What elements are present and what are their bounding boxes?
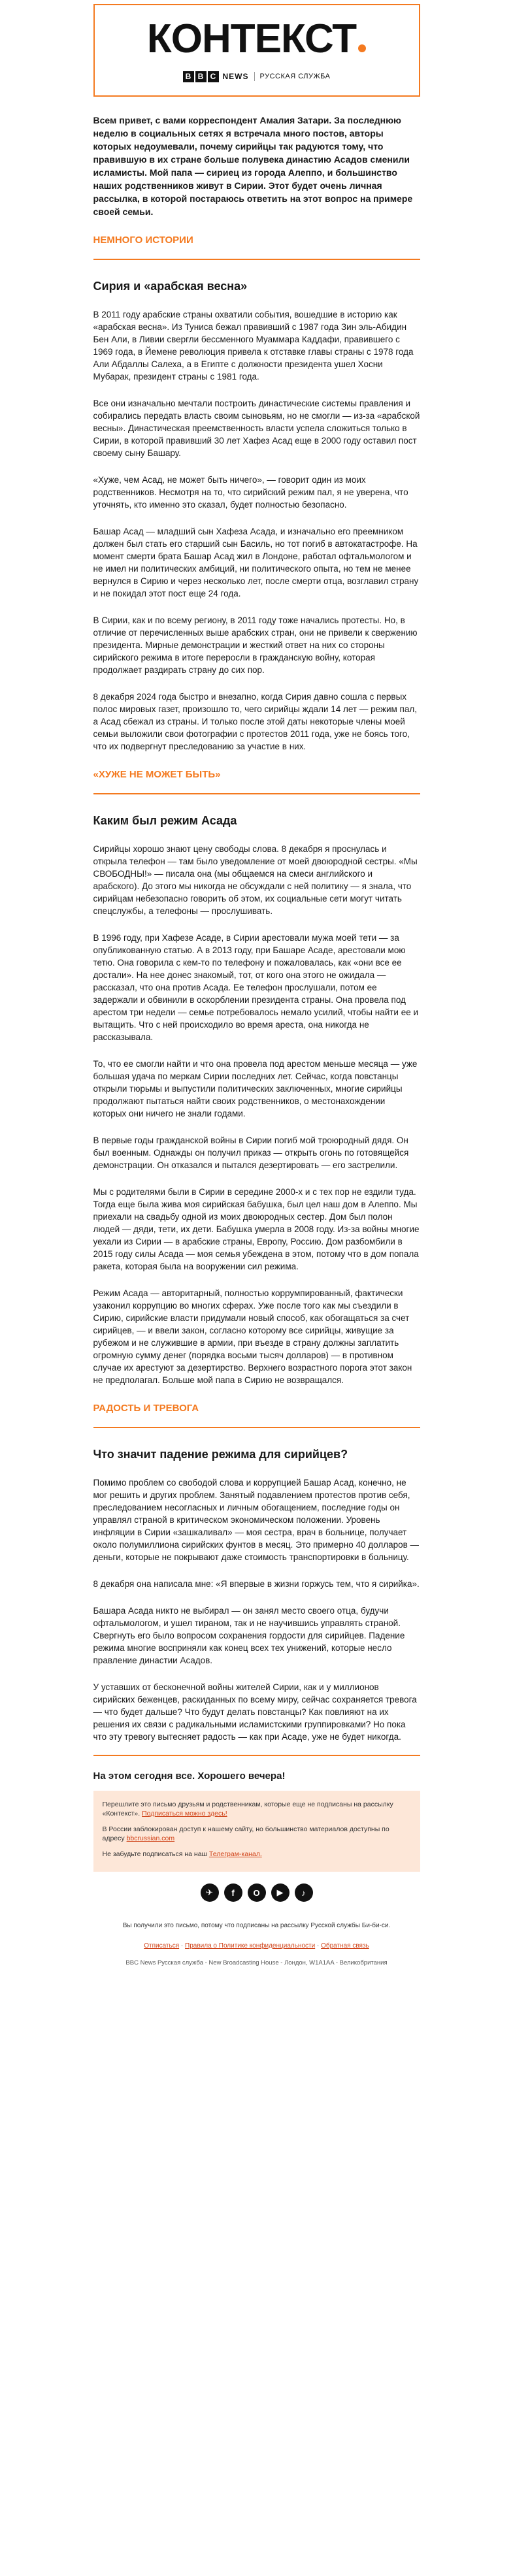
subscribe-link[interactable]: Подписаться можно здесь!: [142, 1810, 227, 1818]
bbc-brand: [183, 71, 331, 82]
facebook-icon[interactable]: f: [224, 1883, 242, 1902]
kontekst-logo[interactable]: [146, 16, 366, 61]
bbc-letter-c: C: [208, 71, 219, 82]
section-joy-anxiety: [93, 1402, 420, 1743]
paragraph: Башара Асада никто не выбирал — он занял место своего отца, будучи офтальмологом, и ушел тираном, так и не научившись управлять страной. Свергнуть его было вопросом сохранения гордости для сирийцев. Падение режима многие восприняли как конец всех тех унижений, которые несло правление династии Асадов.: [93, 1606, 405, 1665]
section-history: [93, 234, 420, 753]
section-title: Что значит падение режима для сирийцев?: [93, 1448, 348, 1461]
paragraph: Башар Асад — младший сын Хафеза Асада, и изначально его преемником должен был стать его старший сын Басиль, но тот погиб в автокатастрофе. На момент смерти брата Башар Асад жил в Лондоне, работал офтальмологом и не имел ни политических амбиций, ни политического опыта, но тем не менее вернулся в Сирию и через несколько лет, после смерти отца, возглавил страну и не покидал этот пост еще 24 года.: [93, 527, 419, 598]
section-label: НЕМНОГО ИСТОРИИ: [93, 235, 193, 246]
logo-dot-icon: [358, 44, 366, 52]
reminder-text: Не забудьте подписаться на наш: [102, 1850, 207, 1858]
logo-text: КОНТЕКСТ: [146, 16, 357, 61]
paragraph: В 1996 году, при Хафезе Асаде, в Сирии арестовали мужа моей тети — за опубликованную статью. А в 2013 году, при Башаре Асаде, арестовали мою тетю. Она говорила с кем-то по телефону и пожаловалась, как «они все ее достали». На нее донес знакомый, тот, от кого она этого не ожидала — рассказал, что она против Асада. Ее телефон прослушали, потом ее задержали и обвинили в оскорблении президента страны. Она провела под арестом три недели — семье потребовалось немало усилий, чтобы найти ее и вытащить. Что с ней происходило во время ареста, она никогда не рассказывала.: [93, 933, 419, 1042]
youtube-icon[interactable]: ▶: [271, 1883, 290, 1902]
tiktok-icon[interactable]: ♪: [295, 1883, 313, 1902]
footer-links: [93, 1942, 420, 1949]
section-divider: [93, 793, 420, 794]
paragraph: Мы с родителями были в Сирии в середине 2000-х и с тех пор не ездили туда. Тогда еще была жива моя сирийская бабушка, был цел наш дом в Алеппо. Мы приехали на свадьбу одной из моих двоюродных сестер. Дом был полон людей — дяди, тети, их дети. Бабушка умерла в 2008 году. Из-за войны многие уехали из Сирии — в арабские страны, Европу, Россию. Дом разбомбили в 2015 году силы Асада — моя семья убеждена в этом, потому что в дом попала ракета, которая была на вооружении сил режима.: [93, 1187, 420, 1271]
forward-text: Перешлите это письмо друзьям и родственникам, которые еще не подписаны на рассылку «Контекст».: [102, 1801, 393, 1818]
telegram-icon[interactable]: ✈: [201, 1883, 219, 1902]
bbc-letter-b2: B: [195, 71, 207, 82]
footer-link-separator: ·: [316, 1942, 322, 1949]
odnoklassniki-icon[interactable]: О: [248, 1883, 266, 1902]
newsletter: [93, 4, 420, 1967]
masthead: [93, 4, 420, 97]
subscription-note: Вы получили это письмо, потому что подписаны на рассылку Русской службы Би-би-си.: [122, 1922, 391, 1929]
paragraph: Все они изначально мечтали построить династические системы правления и собирались передать власть своим сыновьям, но не смогли — из-за «арабской весны». Династическая преемственность власти успела сложиться только в Сирии, в которой правивший 30 лет Хафез Асад еще в 2000 году оставил пост своему сыну Башару.: [93, 399, 420, 458]
footer-address: BBC News Русская служба - New Broadcasting House - Лондон, W1A1AA - Великобритания: [125, 1959, 388, 1966]
section-regime: [93, 768, 420, 1386]
paragraph: У уставших от бесконечной войны жителей Сирии, как и у миллионов сирийских беженцев, раскиданных по всему миру, сейчас сохраняется тревога — что будет дальше? Что будут делать повстанцы? Как повлияют на их решения их связи с радикальными исламистскими группировками? Но пока что эту тревогу вытесняет радость — как при Асаде, уже не будет никогда.: [93, 1682, 417, 1742]
forward-note: [103, 1800, 411, 1818]
brand-divider: [254, 72, 255, 81]
privacy-link[interactable]: Правила о Политике конфиденциальности: [185, 1942, 316, 1949]
paragraph: Сирийцы хорошо знают цену свободы слова. 8 декабря я проснулась и открыла телефон — там было уведомление от моей двоюродной сестры. «Мы СВОБОДНЫ!» — писала она (мы общаемся на смеси английского и арабского). До этого мы никогда не обсуждали с ней политику — я знала, что сирийцам небезопасно говорить об этом, их социальные сети могут читать спецслужбы, а телефоны — прослушивать.: [93, 844, 418, 916]
paragraph: 8 декабря она написала мне: «Я впервые в жизни горжусь тем, что я сирийка».: [93, 1579, 420, 1589]
closing-text: На этом сегодня все. Хорошего вечера!: [93, 1770, 286, 1782]
section-divider: [93, 1427, 420, 1428]
paragraph: В Сирии, как и по всему региону, в 2011 году тоже начались протесты. Но, в отличие от перечисленных выше арабских стран, они не привели к свержению президента. Мирные демонстрации и жесткий ответ на них со стороны сирийского режима в итоге переросли в гражданскую войну, которая продолжает раздирать страну до сих пор.: [93, 615, 418, 675]
paragraph: То, что ее смогли найти и что она провела под арестом меньше месяца — уже большая удача по меркам Сирии последних лет. Сейчас, когда повстанцы открыли тюрьмы и выпустили политических заключенных, многие сирийцы продолжают пытаться найти своих родственников, о местонахождении которых они ничего не знали годами.: [93, 1059, 418, 1118]
telegram-channel-link[interactable]: Телеграм-канал.: [208, 1850, 262, 1858]
intro-text: Всем привет, с вами корреспондент Амалия Затари. За последнюю неделю в социальных сетях я встречала много постов, авторы которых недоумевали, почему сирийцы так радуются тому, что правившую в их стране больше полувека династию Асадов сменили исламисты. Мой папа — сириец из города Алеппо, и большинство наших родственников живут в Сирии. Этот будет очень личная рассылка, в которой постараюсь ответить на этот вопрос на примере своей семьи.: [93, 115, 413, 217]
footer-callout: [93, 1791, 420, 1872]
mirror-site-link[interactable]: bbcrussian.com: [126, 1834, 175, 1842]
paragraph: В 2011 году арабские страны охватили события, вошедшие в историю как «арабская весна». Из Туниса бежал правивший с 1987 года Зин эль-Абидин Бен Али, в Ливии свергли бессменного Муаммара Каддафи, правившего с 1969 года, в Йемене революция привела к отставке главы страны с 1978 года Али Абдаллы Салеха, а в Египте с должности президента ушел Хосни Мубарак, президент страны с 1981 года.: [93, 310, 414, 382]
russian-service-label: РУССКАЯ СЛУЖБА: [259, 73, 331, 80]
paragraph: Режим Асада — авторитарный, полностью коррумпированный, фактически узаконил коррупцию во многих сферах. Уже после того как мы съездили в Сирию, сирийские власти придумали новый способ, как обогащаться за счет сирийцев, — и ввели закон, согласно которому все сирийцы, живущие за рубежом и не служившие в армии, при въезде в страну должны заплатить огромную сумму денег (порядка восьми тысяч долларов) — в противном случае их арестуют за дезертирство. Верхнего возрастного порога этот закон не предполагал. Больше мой папа в Сирию не возвращался.: [93, 1288, 412, 1385]
section-title: Каким был режим Асада: [93, 814, 237, 827]
closing-divider: [93, 1755, 420, 1756]
footer-link-separator: ·: [180, 1942, 186, 1949]
section-title: Сирия и «арабская весна»: [93, 280, 248, 293]
paragraph: Помимо проблем со свободой слова и коррупцией Башар Асад, конечно, не мог решить и других проблем. Занятый подавлением протестов против себя, преследованием несогласных и личным обогащением, последние годы он управлял страной в критическом экономическом положении. Уровень инфляции в Сирии «зашкаливал» — моя сестра, врач в больнице, получает около полумиллиона сирийских фунтов в месяц. Это примерно 40 долларов — деньги, которые не покрывают даже стоимость транспортировки в больницу.: [93, 1478, 420, 1562]
telegram-note: [103, 1850, 411, 1859]
section-label: РАДОСТЬ И ТРЕВОГА: [93, 1403, 199, 1414]
russia-note: [103, 1825, 411, 1843]
bbc-letter-b1: B: [183, 71, 194, 82]
section-label: «ХУЖЕ НЕ МОЖЕТ БЫТЬ»: [93, 769, 221, 780]
bbc-logo: [183, 71, 219, 82]
feedback-link[interactable]: Обратная связь: [321, 1942, 369, 1949]
bbc-news-label: NEWS: [222, 72, 249, 81]
paragraph: В первые годы гражданской войны в Сирии погиб мой троюродный дядя. Он был военным. Однажды он получил приказ — открыть огонь по готовящейся демонстрации. Он отказался и пытался дезертировать — его застрелили.: [93, 1135, 409, 1170]
paragraph: 8 декабря 2024 года быстро и внезапно, когда Сирия давно сошла с первых полос мировых газет, произошло то, чего сирийцы ждали 14 лет — режим пал, а Асад сбежал из страны. И только после этой даты некоторые члены моей семьи выложили свои фотографии с протестов 2011 года, уже не боясь того, что их подвергнут преследованию за участие в них.: [93, 692, 417, 751]
paragraph: «Хуже, чем Асад, не может быть ничего», — говорит один из моих родственников. Несмотря на то, что сирийский режим пал, я не уверена, что уточнять, кто именно это сказал, будет полностью безопасно.: [93, 475, 408, 510]
social-icons: [93, 1883, 420, 1902]
russia-text: В России заблокирован доступ к нашему сайту, но большинство материалов доступны по адресу: [102, 1825, 389, 1842]
unsubscribe-link[interactable]: Отписаться: [144, 1942, 180, 1949]
section-divider: [93, 259, 420, 260]
